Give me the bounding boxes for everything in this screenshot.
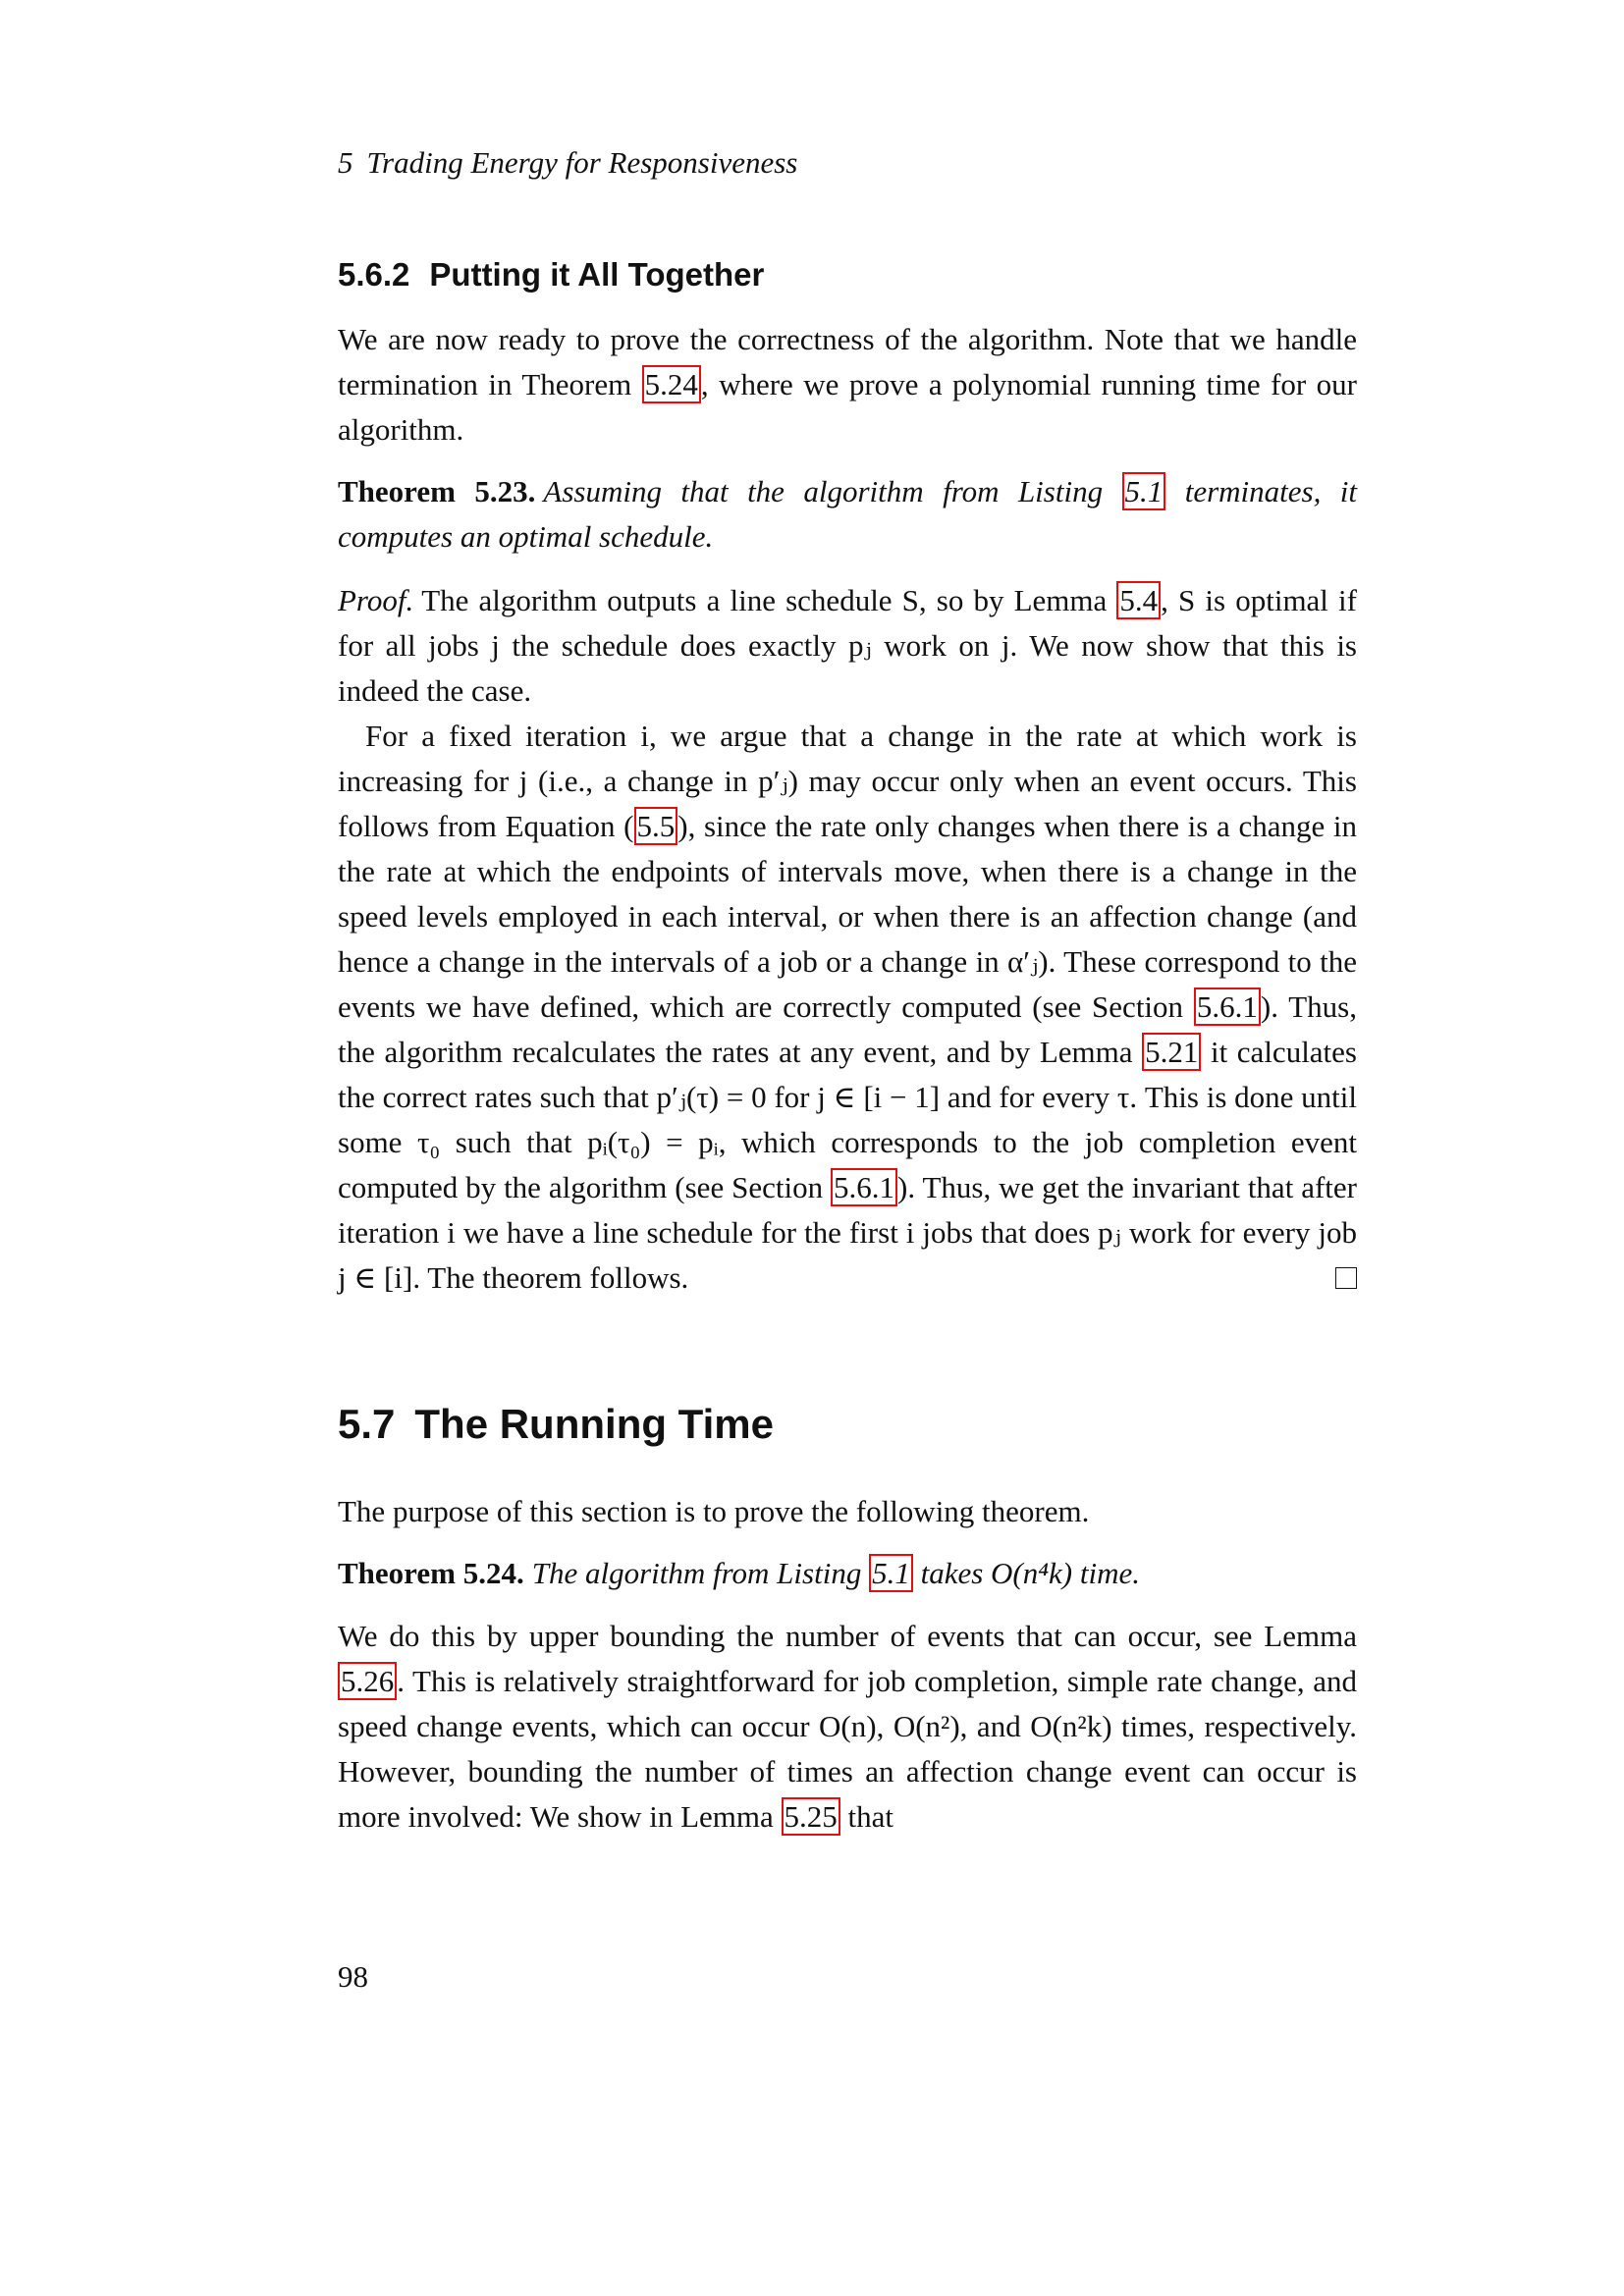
final-text-3: that [839,1799,894,1834]
theorem-text-2: terminates, it computes an optimal schedule. [338,474,1357,554]
section-title: The Running Time [414,1401,774,1447]
proof-paragraph-2 [338,714,1357,1301]
ref-lemma-5-26[interactable]: 5.26 [338,1662,397,1700]
subsection-title: Putting it All Together [429,256,765,293]
subsection-heading [338,256,764,294]
intro-paragraph [338,317,1357,453]
proof-text: The algorithm outputs a line schedule S, so by Lemma [421,583,1117,617]
final-text-1: We do this by upper bounding the number of events that can occur, see Lemma [338,1619,1357,1653]
proof-paragraph-1 [338,578,1357,714]
theorem-label: Theorem 5.23. [338,474,536,508]
proof-text: ). Thus, the algorithm recalculates the rates at any event, and by Lemma [338,989,1357,1069]
proof-text: ), since the rate only changes when there is a change in the rate at which the endpoints of intervals move, when there is a change in the speed levels employed in each interval, or when there is an affection change (and hence a change in the intervals of a job or a change in α′ⱼ). These correspond to the events we have defined, which are correctly computed (see Section [338,809,1357,1024]
subsection-number: 5.6.2 [338,256,410,293]
theorem-5-24 [338,1551,1357,1596]
ref-section-5-6-1[interactable]: 5.6.1 [831,1168,897,1206]
theorem-5-23 [338,469,1357,560]
proof-label: Proof. [338,583,414,617]
ref-listing-5-1[interactable]: 5.1 [869,1554,913,1592]
page-number: 98 [338,1959,368,1994]
intro-text-1: We are now ready to prove the correctness of the algorithm. Note that we handle termination in Theorem [338,322,1357,401]
theorem-text-1: The algorithm from Listing [531,1556,870,1590]
chapter-title: Trading Energy for Responsiveness [366,145,798,180]
qed-box-icon [1335,1267,1357,1289]
ref-lemma-5-4[interactable]: 5.4 [1116,581,1161,619]
final-paragraph [338,1614,1357,1840]
ref-lemma-5-21[interactable]: 5.21 [1142,1033,1201,1071]
intro-text-2: , where we prove a polynomial running time for our algorithm. [338,367,1357,447]
theorem-label: Theorem 5.24. [338,1556,524,1590]
proof-text: it calculates the correct rates such that p′ⱼ(τ) = 0 for j ∈ [i − 1] and for every τ. This is done until some τ₀ such that pᵢ(τ₀) = pᵢ, which corresponds to the job completion event computed by the algorithm (see Section [338,1035,1357,1204]
ref-section-5-6-1[interactable]: 5.6.1 [1194,988,1261,1026]
proof-text: For a fixed iteration i, we argue that a change in the rate at which work is increasing for j (i.e., a change in p′ⱼ) may occur only when an event occurs. This follows from Equation ( [338,719,1357,843]
final-text-2: . This is relatively straightforward for job completion, simple rate change, and speed change events, which can occur O(n), O(n²), and O(n²k) times, respectively. However, bounding the number of times an affection change event can occur is more involved: We show in Lemma [338,1664,1357,1834]
theorem-text-2: takes O(n⁴k) time. [912,1556,1140,1590]
theorem-text-1: Assuming that the algorithm from Listing [543,474,1122,508]
proof-text: ). Thus, we get the invariant that after iteration i we have a line schedule for the first i jobs that does pⱼ work for every job j ∈ [i]. The theorem follows. [338,1170,1357,1295]
ref-equation-5-5[interactable]: 5.5 [634,807,678,845]
running-header [338,145,797,181]
chapter-number: 5 [338,145,353,180]
section-number: 5.7 [338,1401,396,1447]
section-heading [338,1401,774,1448]
ref-listing-5-1[interactable]: 5.1 [1122,472,1166,510]
book-page [338,0,1357,2296]
ref-lemma-5-25[interactable]: 5.25 [782,1797,840,1836]
purpose-paragraph: The purpose of this section is to prove the following theorem. [338,1494,1090,1528]
proof-block [338,578,1357,1301]
ref-theorem-5-24[interactable]: 5.24 [642,365,701,403]
proof-text: , S is optimal if for all jobs j the schedule does exactly pⱼ work on j. We now show that this is indeed the case. [338,583,1357,708]
